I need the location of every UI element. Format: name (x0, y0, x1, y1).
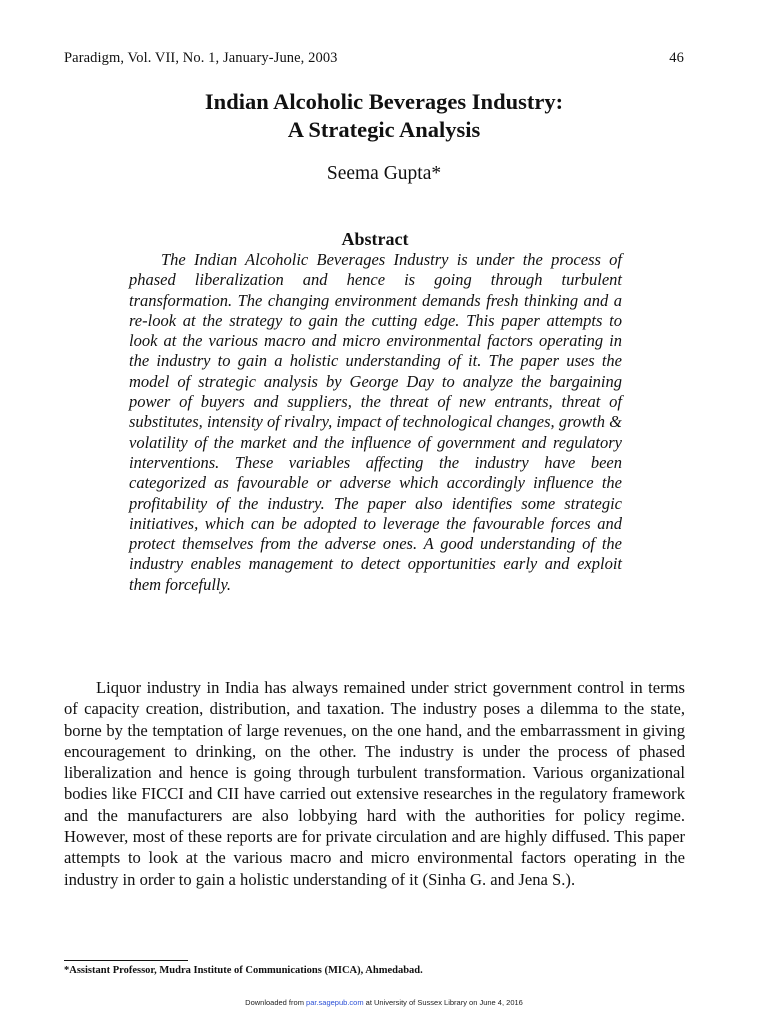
title-line-2: A Strategic Analysis (287, 117, 481, 142)
paper-title (0, 88, 768, 144)
download-suffix: at University of Sussex Library on June 4, 2016 (363, 998, 523, 1007)
footnote: *Assistant Professor, Mudra Institute of Communications (MICA), Ahmedabad. (64, 965, 423, 976)
download-notice (0, 998, 768, 1007)
page-number: 46 (669, 50, 684, 66)
body-paragraph: Liquor industry in India has always remained under strict government control in terms of capacity creation, distribution, and taxation. The industry poses a dilemma to the state, borne by the temptation of large revenues, on the one hand, and the embarrassment in giving encouragement to drinking, on the other. The industry is under the process of phased liberalization and hence is going through turbulent transformation. Various organizational bodies like FICCI and CII have carried out extensive researches in the regulatory framework and the manufacturers are also lobbying hard with the authorities for policy regime. However, most of these reports are for private circulation and are highly diffused. This paper attempts to look at the various macro and micro environmental factors operating in the industry in order to gain a holistic understanding of it (Sinha G. and Jena S.). (64, 678, 685, 889)
download-prefix: Downloaded from (245, 998, 307, 1007)
title-line-1: Indian Alcoholic Beverages Industry: (204, 89, 564, 114)
download-link[interactable]: par.sagepub.com (306, 998, 364, 1007)
author-name: Seema Gupta* (326, 163, 442, 184)
journal-citation: Paradigm, Vol. VII, No. 1, January-June, 2003 (64, 50, 338, 66)
footnote-divider (64, 960, 188, 961)
abstract-text: The Indian Alcoholic Beverages Industry is under the process of phased liberalization and hence is going through turbulent transformation. The changing environment demands fresh thinking and a re-look at the strategy to gain the cutting edge. This paper attempts to look at the various macro and micro environmental factors operating in the industry to gain a holistic understanding of it. The paper uses the model of strategic analysis by George Day to analyze the bargaining power of buyers and suppliers, the threat of new entrants, threat of substitutes, intensity of rivalry, impact of technological changes, growth & volatility of the market and the influence of government and regulatory interventions. These variables affecting the industry have been categorized as favourable or adverse which accordingly influence the profitability of the industry. The paper also identifies some strategic initiatives, which can be adopted to leverage the favourable forces and protect themselves from the adverse ones. A good understanding of the industry enables management to detect opportunities early and exploit them forcefully. (129, 250, 622, 594)
abstract-heading: Abstract (341, 229, 409, 249)
running-header (64, 50, 684, 67)
